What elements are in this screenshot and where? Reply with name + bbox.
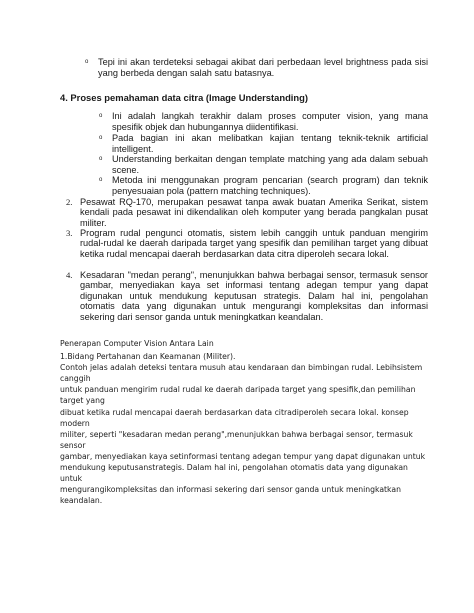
section-heading: 4. Proses pemahaman data citra (Image Understanding) — [60, 92, 308, 103]
sub-bullet-3 — [99, 154, 428, 175]
section-title: Penerapan Computer Vision Antara Lain — [60, 339, 214, 348]
numbered-item-2 — [66, 197, 428, 228]
body-line: militer, seperti "kesadaran medan perang",menunjukkan bahwa berbagai sensor, termasuk sensor — [60, 429, 413, 450]
item-number: 2. — [66, 197, 73, 207]
body-line: mendukung keputusanstrategis. Dalam hal ini, pengolahan otomatis data yang digunakan untuk — [60, 463, 408, 484]
body-line: untuk panduan mengirim rudal rudal ke daerah daripada target yang spesifik,dan pemilihan target yang — [60, 385, 416, 406]
sub-bullet-text: Metoda ini menggunakan program pencarian (search program) dan teknik penyesuaian pola (pattern matching techniques). — [112, 175, 428, 196]
numbered-item-4 — [66, 270, 428, 322]
numbered-item-3 — [66, 228, 428, 259]
body-line: dibuat ketika rudal mencapai daerah berdasarkan data citradiperoleh secara lokal. konsep modern — [60, 407, 409, 428]
bullet-marker: o — [99, 156, 103, 162]
body-line: mengurangikompleksitas dan informasi sekering dari sensor ganda untuk meningkatkan keandalan. — [60, 485, 401, 506]
sub-bullet-2 — [99, 133, 428, 154]
body-line: Contoh jelas adalah deteksi tentara musuh atau kendaraan dan bimbingan rudal. Lebihsistem canggih — [60, 363, 423, 384]
bullet-marker: o — [99, 113, 103, 119]
sub-bullet-1 — [99, 111, 428, 132]
sub-bullet-4 — [99, 175, 428, 196]
sub-bullet-text: Understanding berkaitan dengan template matching yang ada dalam sebuah scene. — [112, 154, 428, 175]
body-line: gambar, menyediakan kaya setinformasi tentang adegan tempur yang dapat digunakan untuk — [60, 451, 426, 461]
bullet-marker: o — [85, 59, 89, 65]
item-text: Kesadaran "medan perang", menunjukkan bahwa berbagai sensor, termasuk sensor gambar, menyediakan kaya set informasi tentang adegan tempur yang dapat digunakan untuk mendukung keputusan strategis. Dalam hal ini, pengolahan otomatis data yang digunakan untuk mengurangi kompleksitas dan informasi sekering dari sensor ganda untuk meningkatkan keandalan. — [80, 270, 428, 322]
bullet-marker: o — [99, 135, 103, 141]
item-text: Pesawat RQ-170, merupakan pesawat tanpa awak buatan Amerika Serikat, sistem kendali pada pesawat ini dikendalikan oleh komputer yang berada pangkalan pusat militer. — [80, 197, 428, 228]
item-text: Program rudal pengunci otomatis, sistem lebih canggih untuk panduan mengirim rudal-rudal ke daerah daripada target yang spesifik dan pemilihan target yang dibuat ketika rudal mencapai daerah berdasarkan data citra diperoleh secara lokal. — [80, 228, 428, 259]
sub-bullet-text: Pada bagian ini akan melibatkan kajian tentang teknik-teknik artificial intelligent. — [112, 133, 428, 154]
item-number: 4. — [66, 270, 73, 280]
bullet-text: Tepi ini akan terdeteksi sebagai akibat dari perbedaan level brightness pada sisi yang berbeda dengan salah satu batasnya. — [98, 57, 428, 78]
bullet-marker: o — [99, 177, 103, 183]
item-number: 3. — [66, 228, 73, 238]
bullet-item-top — [85, 57, 428, 78]
subsection-title: 1.Bidang Pertahanan dan Keamanan (Militer). — [60, 352, 236, 362]
sub-bullet-text: Ini adalah langkah terakhir dalam proses computer vision, yang mana spesifik objek dan hubungannya diidentifikasi. — [112, 111, 428, 132]
applications-section — [60, 338, 432, 506]
